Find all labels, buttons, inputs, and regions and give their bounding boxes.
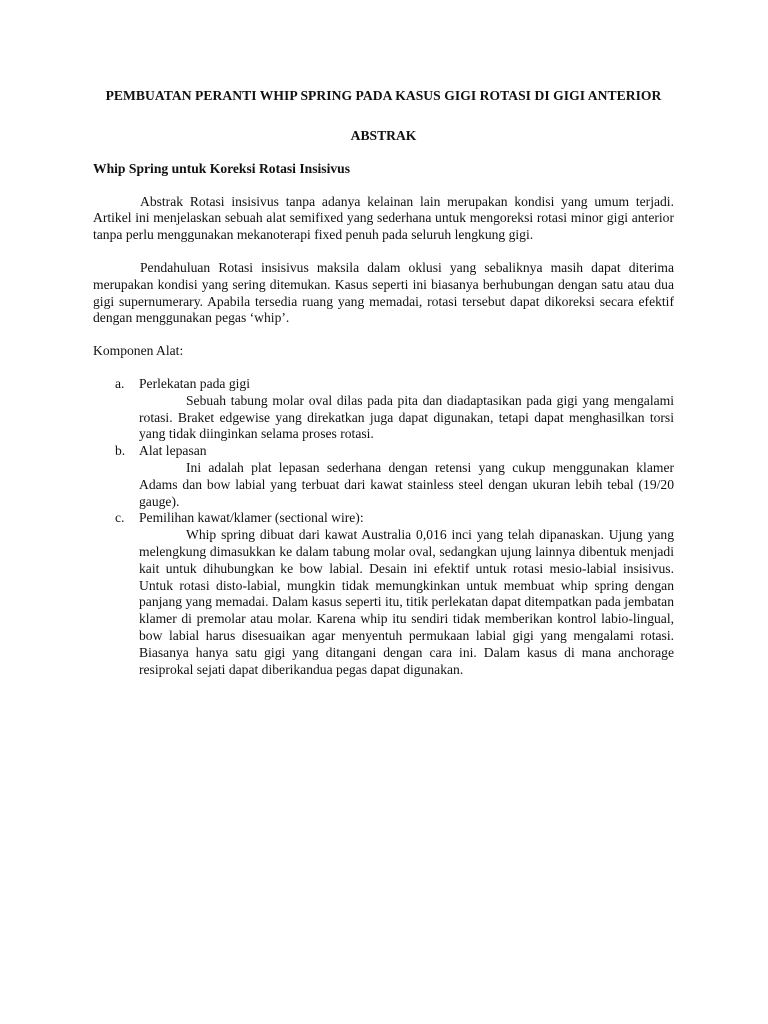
list-item-body: Whip spring dibuat dari kawat Australia 0,016 inci yang telah dipanaskan. Ujung yang melengkung dimasukkan ke dalam tabung molar oval, sedangkan ujung lainnya dibentuk menjadi kait untuk dihubungkan ke bow labial. Desain ini efektif untuk rotasi mesio-labial insisivus. Untuk rotasi disto-labial, mungkin tidak memungkinkan untuk membuat whip spring dengan panjang yang memadai. Dalam kasus seperti itu, titik perlekatan dapat ditempatkan pada jembatan klamer di premolar atau molar. Karena whip itu sendiri tidak memberikan kontrol labio-lingual, bow labial harus disesuaikan agar menyentuh permukaan labial gigi yang mengalami rotasi. Biasanya hanya satu gigi yang ditangani dengan cara ini. Dalam kasus di mana anchorage resiprokal sejati dapat diberikandua pegas dapat digunakan. — [139, 527, 674, 677]
list-item-heading: Perlekatan pada gigi — [139, 375, 250, 391]
list-marker: a. — [115, 375, 125, 391]
list-marker: b. — [115, 443, 126, 459]
introduction-paragraph: Pendahuluan Rotasi insisivus maksila dalam oklusi yang sebaliknya masih dapat diterima merupakan kondisi yang sering ditemukan. Kasus seperti ini biasanya berhubungan dengan satu atau dua gigi supernumerary. Apabila tersedia ruang yang memadai, rotasi tersebut dapat dikoreksi secara efektif dengan menggunakan pegas ‘whip’. — [93, 259, 674, 326]
list-item — [93, 443, 674, 510]
components-list — [93, 376, 674, 678]
list-marker: c. — [115, 510, 125, 526]
abstract-paragraph: Abstrak Rotasi insisivus tanpa adanya kelainan lain merupakan kondisi yang umum terjadi. Artikel ini menjelaskan sebuah alat semifixed yang sederhana untuk mengoreksi rotasi minor gigi anterior tanpa perlu menggunakan mekanoterapi fixed penuh pada seluruh lengkung gigi. — [93, 193, 674, 243]
components-label: Komponen Alat: — [93, 343, 184, 359]
list-item-heading: Pemilihan kawat/klamer (sectional wire): — [139, 510, 364, 526]
list-item — [93, 376, 674, 443]
list-item-body: Sebuah tabung molar oval dilas pada pita dan diadaptasikan pada gigi yang mengalami rotasi. Braket edgewise yang direkatkan juga dapat digunakan, tetapi dapat menghasilkan torsi yang tidak diinginkan selama proses rotasi. — [139, 392, 674, 442]
document-title: PEMBUATAN PERANTI WHIP SPRING PADA KASUS GIGI ROTASI DI GIGI ANTERIOR — [105, 88, 662, 103]
section-heading: Whip Spring untuk Koreksi Rotasi Insisivus — [93, 160, 350, 176]
list-item — [93, 510, 674, 678]
list-item-body: Ini adalah plat lepasan sederhana dengan retensi yang cukup menggunakan klamer Adams dan bow labial yang terbuat dari kawat stainless steel dengan ukuran lebih tebal (19/20 gauge). — [139, 459, 674, 509]
list-item-heading: Alat lepasan — [139, 443, 207, 459]
abstract-heading: ABSTRAK — [350, 128, 417, 143]
document-page — [93, 88, 674, 678]
